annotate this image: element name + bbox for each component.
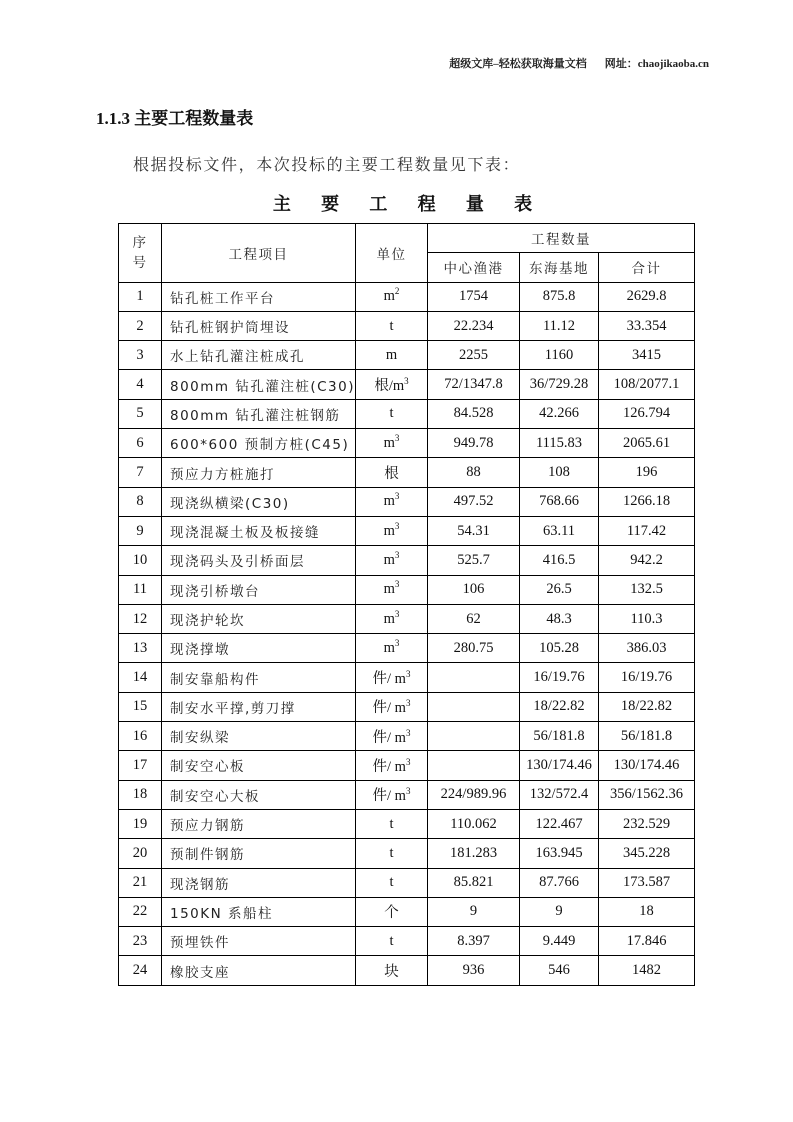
cell-col-a: 181.283 [428,839,520,868]
cell-unit [356,429,428,458]
cell-unit [356,546,428,575]
cell-unit-superscript: 3 [405,786,411,797]
header-col-a: 中心渔港 [428,253,520,282]
table-row [119,634,695,663]
cell-col-total: 345.228 [599,839,695,868]
cell-col-b: 9.449 [520,927,599,956]
cell-unit-superscript: 3 [394,608,400,619]
cell-unit-base: 根 [384,466,399,483]
cell-col-b: 163.945 [520,839,599,868]
cell-col-b: 36/729.28 [520,370,599,399]
cell-unit-base: t [389,405,394,422]
cell-unit-base: t [389,874,394,891]
header-seq-line1: 序 [132,234,148,251]
cell-col-total: 110.3 [599,604,695,633]
cell-unit [356,780,428,809]
cell-col-b: 108 [520,458,599,487]
cell-unit-base: m [383,551,395,568]
cell-unit-superscript: 3 [394,432,400,443]
table-row [119,311,695,340]
cell-col-b: 130/174.46 [520,751,599,780]
table-title: 主 要 工 程 量 表 [272,194,545,215]
cell-col-total: 18 [599,897,695,926]
cell-seq: 7 [119,458,162,487]
cell-seq: 14 [119,663,162,692]
cell-unit-superscript: 3 [405,727,411,738]
url-label: 网址： [604,58,638,70]
cell-unit-base: 件/ m [372,729,406,746]
cell-item-text: 现浇撑墩 [170,642,230,659]
cell-unit-superscript: 3 [405,698,411,709]
cell-unit [356,868,428,897]
cell-item-text: 制安靠船构件 [170,671,260,688]
cell-col-b: 875.8 [520,282,599,311]
cell-item-text: 现浇引桥墩台 [170,583,260,600]
cell-item-text: 预应力钢筋 [170,818,245,835]
table-row [119,516,695,545]
cell-unit-superscript: 3 [405,669,411,680]
cell-unit-superscript: 3 [394,491,400,502]
table-row [119,692,695,721]
cell-col-total: 196 [599,458,695,487]
cell-unit [356,458,428,487]
cell-unit-base: m [383,522,395,539]
cell-seq: 20 [119,839,162,868]
cell-seq: 21 [119,868,162,897]
cell-col-total: 130/174.46 [599,751,695,780]
cell-unit-base: 块 [384,964,399,981]
cell-col-total: 132.5 [599,575,695,604]
site-url[interactable]: chaojikaoba.cn [637,58,709,70]
header-col-total: 合计 [599,253,695,282]
quantity-table [118,223,695,986]
cell-item-text: 现浇纵横梁(C30) [170,495,290,512]
cell-col-b: 87.766 [520,868,599,897]
cell-col-b: 42.266 [520,399,599,428]
cell-col-b: 546 [520,956,599,985]
cell-unit-superscript: 3 [404,376,409,387]
cell-col-b: 105.28 [520,634,599,663]
cell-col-a: 9 [428,897,520,926]
cell-seq: 10 [119,546,162,575]
cell-item-text: 钻孔桩工作平台 [170,290,275,307]
cell-col-a: 1754 [428,282,520,311]
cell-col-a [428,663,520,692]
cell-col-b: 16/19.76 [520,663,599,692]
cell-item-text: 预埋铁件 [170,935,230,952]
cell-col-b: 48.3 [520,604,599,633]
cell-col-a: 84.528 [428,399,520,428]
cell-col-a [428,722,520,751]
cell-unit-base: m [383,288,395,305]
cell-col-total: 16/19.76 [599,663,695,692]
header-unit: 单位 [356,224,428,283]
cell-unit [356,575,428,604]
cell-item-text: 现浇码头及引桥面层 [170,554,305,571]
cell-unit [356,634,428,663]
cell-col-a: 88 [428,458,520,487]
cell-item-text: 预应力方桩施打 [170,466,275,483]
cell-col-a [428,692,520,721]
cell-item [162,897,356,926]
header-seq [119,224,162,283]
cell-col-total: 33.354 [599,311,695,340]
cell-unit-base: m [383,639,395,656]
cell-seq: 9 [119,516,162,545]
cell-unit-base: m [383,581,395,598]
cell-col-a: 497.52 [428,487,520,516]
cell-unit-base: m [383,493,395,510]
cell-seq: 11 [119,575,162,604]
cell-unit-base: m [385,346,398,363]
cell-item-text: 钻孔桩钢护筒埋设 [170,320,290,337]
table-row [119,429,695,458]
cell-col-b: 63.11 [520,516,599,545]
cell-item [162,487,356,516]
cell-unit [356,487,428,516]
cell-unit-base: 根/m [374,378,405,395]
cell-item [162,751,356,780]
cell-item [162,282,356,311]
cell-unit [356,516,428,545]
cell-unit-base: 件/ m [372,758,406,775]
cell-seq: 18 [119,780,162,809]
cell-unit [356,839,428,868]
cell-col-total: 386.03 [599,634,695,663]
table-row [119,458,695,487]
table-row [119,722,695,751]
table-row [119,546,695,575]
cell-col-total: 942.2 [599,546,695,575]
cell-item [162,370,356,399]
cell-col-b: 9 [520,897,599,926]
cell-unit-superscript: 2 [394,286,400,297]
cell-seq: 23 [119,927,162,956]
cell-col-b: 768.66 [520,487,599,516]
cell-seq: 16 [119,722,162,751]
cell-seq: 4 [119,370,162,399]
cell-col-a: 22.234 [428,311,520,340]
cell-col-total: 173.587 [599,868,695,897]
cell-item-text: 600*600 预制方桩(C45) [170,437,350,454]
cell-seq: 19 [119,809,162,838]
cell-col-total: 2065.61 [599,429,695,458]
cell-unit-superscript: 3 [394,637,400,648]
cell-item [162,927,356,956]
cell-unit-superscript: 3 [394,549,400,560]
table-row [119,868,695,897]
cell-col-total: 3415 [599,341,695,370]
cell-item [162,692,356,721]
cell-col-a: 106 [428,575,520,604]
table-row [119,575,695,604]
cell-seq: 6 [119,429,162,458]
cell-col-b: 416.5 [520,546,599,575]
cell-item [162,311,356,340]
header-col-b: 东海基地 [520,253,599,282]
cell-col-b: 26.5 [520,575,599,604]
cell-unit [356,604,428,633]
cell-item [162,780,356,809]
cell-col-b: 56/181.8 [520,722,599,751]
table-row [119,663,695,692]
cell-unit-base: t [389,932,394,949]
cell-col-a: 72/1347.8 [428,370,520,399]
cell-item-text: 150KN 系船柱 [170,905,274,922]
cell-item-text: 水上钻孔灌注桩成孔 [170,349,305,366]
cell-col-total: 126.794 [599,399,695,428]
cell-col-a: 110.062 [428,809,520,838]
cell-item [162,634,356,663]
cell-item-text: 制安空心大板 [170,788,260,805]
cell-unit [356,956,428,985]
cell-item [162,722,356,751]
cell-col-a: 525.7 [428,546,520,575]
cell-item [162,604,356,633]
cell-unit-superscript: 3 [405,756,411,767]
cell-item [162,399,356,428]
cell-item-text: 800mm 钻孔灌注桩钢筋 [170,407,341,424]
cell-item [162,956,356,985]
cell-unit [356,751,428,780]
table-row [119,897,695,926]
cell-col-b: 18/22.82 [520,692,599,721]
cell-unit [356,370,428,399]
cell-unit [356,311,428,340]
cell-col-total: 56/181.8 [599,722,695,751]
cell-unit-base: m [383,610,395,627]
cell-unit-base: 件/ m [372,671,406,688]
cell-col-a: 8.397 [428,927,520,956]
cell-col-b: 122.467 [520,809,599,838]
cell-col-b: 1160 [520,341,599,370]
cell-item-text: 制安空心板 [170,759,245,776]
cell-unit-base: 件/ m [372,788,406,805]
cell-seq: 22 [119,897,162,926]
cell-col-total: 232.529 [599,809,695,838]
cell-col-a: 62 [428,604,520,633]
cell-col-total: 1266.18 [599,487,695,516]
cell-seq: 17 [119,751,162,780]
cell-col-total: 2629.8 [599,282,695,311]
cell-unit [356,722,428,751]
cell-col-b: 1115.83 [520,429,599,458]
table-row [119,282,695,311]
cell-seq: 1 [119,282,162,311]
cell-item [162,546,356,575]
cell-seq: 12 [119,604,162,633]
cell-col-total: 356/1562.36 [599,780,695,809]
cell-seq: 3 [119,341,162,370]
cell-col-total: 117.42 [599,516,695,545]
cell-unit-base: t [389,815,394,832]
cell-col-a: 936 [428,956,520,985]
cell-col-a: 54.31 [428,516,520,545]
cell-item-text: 橡胶支座 [170,964,230,981]
cell-col-total: 108/2077.1 [599,370,695,399]
cell-unit-base: t [389,844,394,861]
cell-item [162,458,356,487]
cell-col-a: 2255 [428,341,520,370]
cell-item [162,663,356,692]
table-row [119,604,695,633]
site-slogan: 超级文库–轻松获取海量文档 [449,58,587,70]
cell-unit [356,399,428,428]
cell-col-total: 1482 [599,956,695,985]
table-row [119,751,695,780]
intro-paragraph: 根据投标文件，本次投标的主要工程数量见下表： [133,155,521,174]
cell-item-text: 现浇护轮坎 [170,613,245,629]
cell-seq: 8 [119,487,162,516]
cell-item [162,429,356,458]
cell-item-text: 现浇混凝土板及板接缝 [170,525,320,542]
table-row [119,399,695,428]
table-row [119,780,695,809]
table-row [119,839,695,868]
cell-item [162,341,356,370]
cell-unit [356,692,428,721]
cell-col-b: 11.12 [520,311,599,340]
cell-col-total: 18/22.82 [599,692,695,721]
cell-item-text: 制安纵梁 [170,730,230,747]
cell-unit [356,927,428,956]
table-row [119,956,695,985]
cell-unit [356,809,428,838]
table-row [119,927,695,956]
cell-unit-base: 件/ m [372,700,406,717]
cell-item [162,839,356,868]
cell-seq: 24 [119,956,162,985]
table-row [119,341,695,370]
cell-unit [356,282,428,311]
cell-unit-base: 个 [384,905,399,922]
cell-unit-superscript: 3 [394,579,400,590]
cell-item-text: 制安水平撑,剪刀撑 [170,700,296,717]
table-row [119,809,695,838]
cell-col-a: 280.75 [428,634,520,663]
cell-item-text: 预制件钢筋 [170,847,245,864]
cell-item [162,809,356,838]
cell-seq: 5 [119,399,162,428]
section-title: 1.1.3 主要工程数量表 [96,109,254,128]
cell-item [162,516,356,545]
cell-unit [356,663,428,692]
cell-unit-superscript: 3 [394,520,400,531]
cell-seq: 2 [119,311,162,340]
cell-col-b: 132/572.4 [520,780,599,809]
cell-unit-base: m [383,434,395,451]
page-header [449,55,709,71]
header-seq-line2: 号 [132,254,148,271]
cell-col-a [428,751,520,780]
cell-seq: 13 [119,634,162,663]
cell-item-text: 现浇钢筋 [170,876,230,893]
cell-item-text: 800mm 钻孔灌注桩(C30) [170,378,355,395]
cell-item [162,575,356,604]
cell-unit [356,897,428,926]
cell-item [162,868,356,897]
header-item: 工程项目 [162,224,356,283]
cell-col-a: 85.821 [428,868,520,897]
cell-unit-base: t [389,317,394,334]
cell-col-a: 224/989.96 [428,780,520,809]
cell-seq: 15 [119,692,162,721]
cell-col-a: 949.78 [428,429,520,458]
header-quantity-group: 工程数量 [428,224,695,253]
table-header-row-1 [119,224,695,253]
table-row [119,370,695,399]
cell-unit [356,341,428,370]
cell-col-total: 17.846 [599,927,695,956]
table-row [119,487,695,516]
